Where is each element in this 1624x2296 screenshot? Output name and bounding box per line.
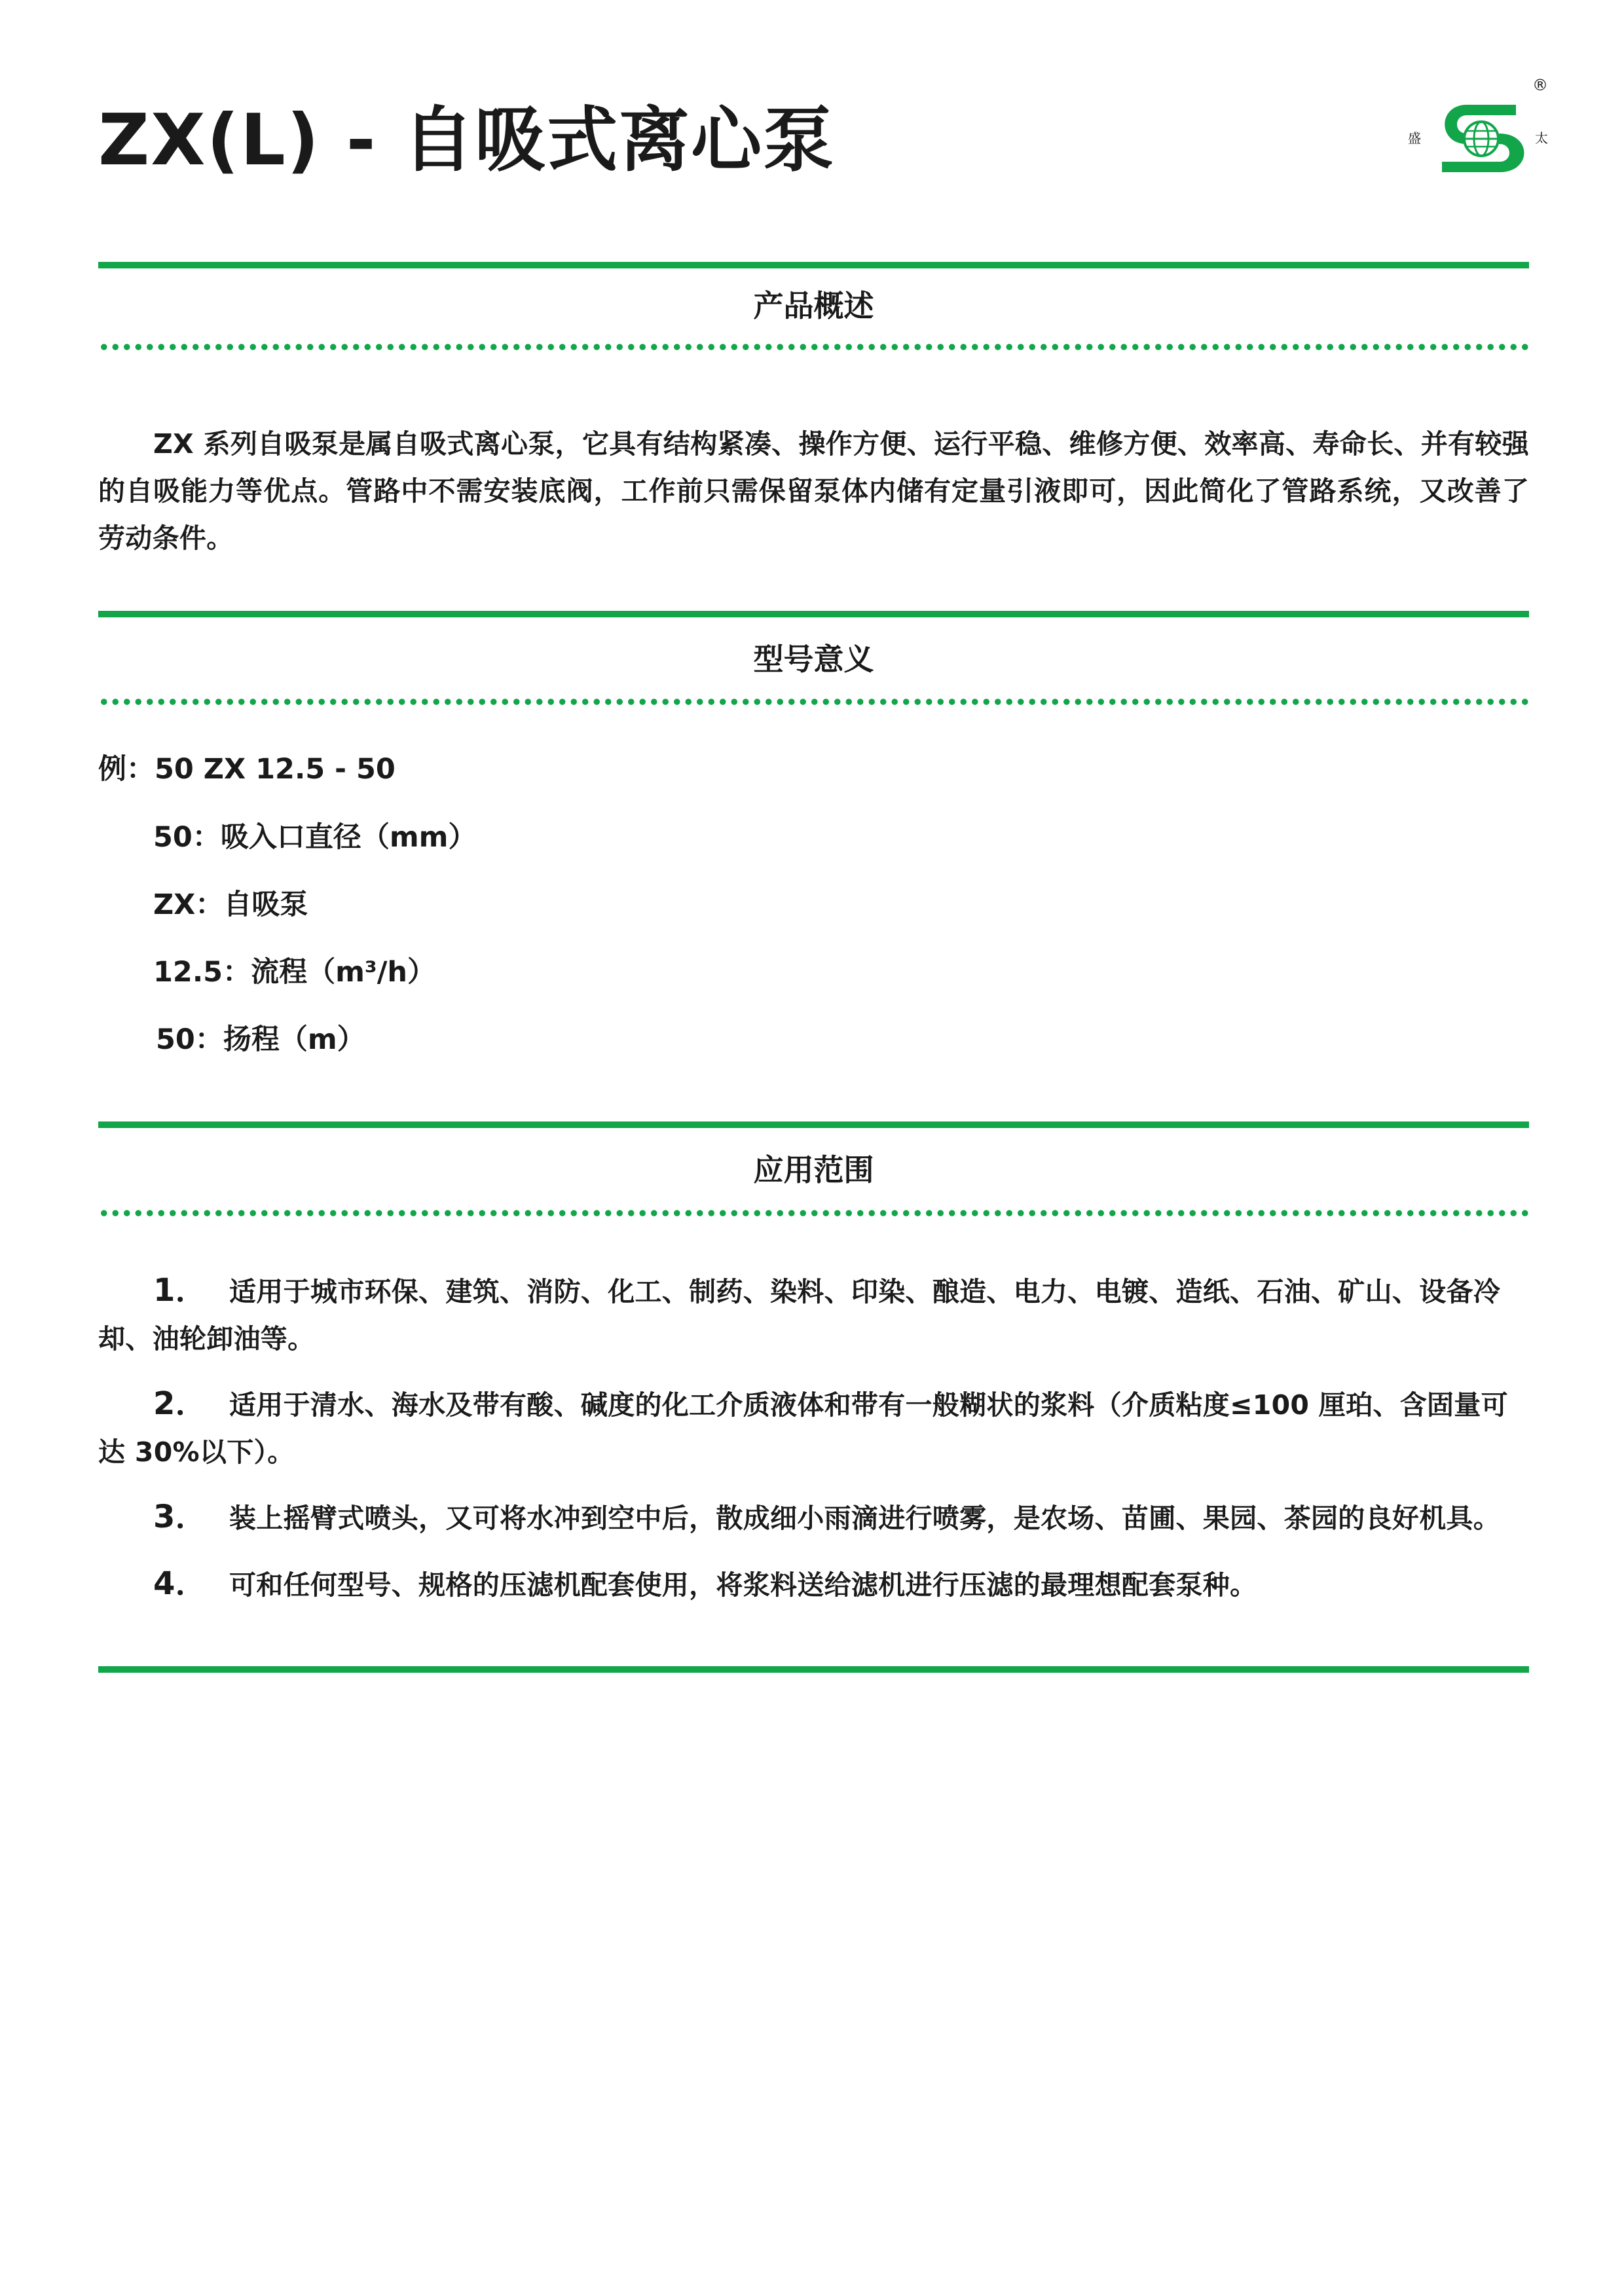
section-rule-top [98,611,1529,617]
logo-right-char: 太 [1535,130,1548,146]
application-item [98,1380,1529,1476]
section-heading-application: 应用范围 [753,1152,874,1188]
registered-mark: ® [1532,76,1548,94]
application-item-number: 1． [153,1272,207,1309]
section-rule-dotted [98,344,1529,350]
logo-left-char: 盛 [1408,130,1421,146]
model-line-head: 50：扬程（m） [156,1023,365,1056]
application-item-number: 2． [153,1385,207,1422]
section-heading-model: 型号意义 [753,642,874,677]
overview-paragraph: ZX 系列自吸泵是属自吸式离心泵，它具有结构紧凑、操作方便、运行平稳、维修方便、效率高、寿命长、并有较强的自吸能力等优点。管路中不需安装底阀，工作前只需保留泵体内储有定量引液即可，因此简化了管路系统，又改善了劳动条件。 [98,428,1529,554]
application-item-number: 3． [153,1499,207,1535]
application-item [98,1267,1529,1362]
section-rule-top [98,1121,1529,1128]
application-item-text: 可和任何型号、规格的压滤机配套使用，将浆料送给滤机进行压滤的最理想配套泵种。 [229,1569,1257,1601]
section-rule-dotted [98,1210,1529,1216]
application-item-text: 适用于清水、海水及带有酸、碱度的化工介质液体和带有一般糊状的浆料（介质粘度≤100 厘珀、含固量可达 30%以下）。 [98,1389,1508,1468]
model-line-flow: 12.5：流程（m³/h） [153,956,436,989]
application-item [98,1560,1529,1609]
section-rule-bottom [98,1666,1529,1673]
application-item [98,1493,1529,1542]
model-line-type: ZX：自吸泵 [153,888,308,921]
application-item-text: 装上摇臂式喷头，又可将水冲到空中后，散成细小雨滴进行喷雾，是农场、苗圃、果园、茶园的良好机具。 [229,1503,1501,1534]
section-rule-dotted [98,699,1529,705]
page-title: ZX(L) - 自吸式离心泵 [98,100,836,181]
section-rule-top [98,262,1529,268]
company-logo [1408,71,1549,185]
model-example: 例：50 ZX 12.5 - 50 [98,753,396,786]
model-line-inlet: 50：吸入口直径（mm） [153,821,477,854]
application-item-text: 适用于城市环保、建筑、消防、化工、制药、染料、印染、酿造、电力、电镀、造纸、石油、矿山、设备冷却、油轮卸油等。 [98,1276,1501,1355]
section-heading-overview: 产品概述 [753,288,874,323]
application-item-number: 4． [153,1565,207,1602]
